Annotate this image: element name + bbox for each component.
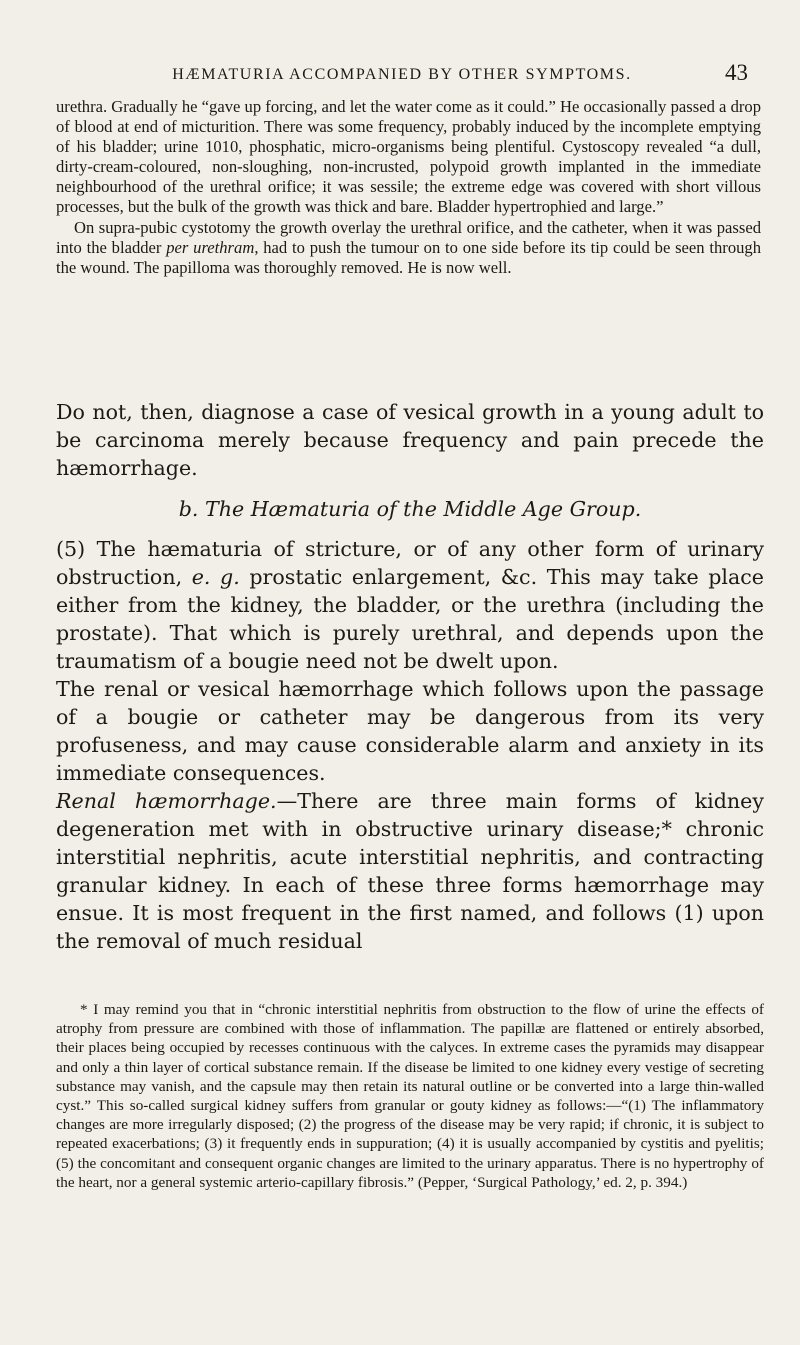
section-heading: b. The Hæmaturia of the Middle Age Group.: [178, 497, 642, 521]
paragraph-text: —There are three main forms of kidney degeneration met with in obstructive urinary disease;* chronic interstitial nephritis, acute interstitial nephritis, and contracting granular kidney. In each of these three forms hæmorrhage may ensue. It is most frequent in the first named, and follows (1) upon the removal of much residual: [56, 789, 764, 953]
running-head-title: HÆMATURIA ACCOMPANIED BY OTHER SYMPTOMS.: [172, 66, 632, 83]
main-paragraph-1: Do not, then, diagnose a case of vesical growth in a young adult to be carcinoma merely because frequency and pain precede the hæmorrhage.: [56, 400, 764, 480]
paragraph-text: (5) The hæmaturia of stricture, or of any other form of urinary obstruction,: [56, 537, 764, 589]
footnote: [56, 1000, 764, 1192]
paragraph-text: prostatic enlargement, &c. This may take place either from the kidney, the bladder, or the urethra (including the prostate). That which is purely urethral, and depends upon the traumatism of a bougie need not be dwelt upon.: [56, 565, 764, 673]
main-paragraph-2: [56, 535, 764, 675]
italic-term: e. g.: [191, 565, 240, 589]
paragraph-text: On supra-pubic cystotomy the growth overlay the urethral orifice, and the catheter, when it was passed into the bladder: [56, 217, 761, 257]
italic-term: per urethram: [166, 237, 255, 257]
italic-subheading: Renal hæmorrhage.: [56, 789, 277, 813]
running-head: [56, 60, 748, 96]
case-report-paragraph-1: urethra. Gradually he “gave up forcing, and let the water come as it could.” He occasionally passed a drop of blood at end of micturition. There was some frequency, probably induced by the incomplete emptying of his bladder; urine 1010, phosphatic, micro-organisms being plentiful. Cystoscopy revealed “a dull, dirty-cream-coloured, non-sloughing, non-incrusted, polypoid growth implanted in the immediate neighbourhood of the urethral orifice; it was sessile; the extreme edge was covered with short villous processes, but the bulk of the growth was thick and bare. Bladder hypertrophied and large.”: [56, 97, 761, 217]
footnote-text: * I may remind you that in “chronic interstitial nephritis from obstruction to the flow of urine the effects of atrophy from pressure are combined with those of inflammation. The papillæ are flattened or entirely absorbed, their places being occupied by recesses continuous with the calyces. In extreme cases the pyramids may disappear and only a thin layer of cortical substance remain. If the disease be limited to one kidney every vestige of secreting substance may vanish, and the capsule may then retain its natural outline or be converted into a large thin-walled cyst.” This so-called surgical kidney suffers from granular or gouty kidney as follows:—“(1) The inflammatory changes are more irregularly disposed; (2) the progress of the disease may be very rapid; if chronic, it is subject to repeated exacerbations; (3) it frequently ends in suppuration; (4) it is usually accompanied by cystitis and pyelitis; (5) the concomitant and consequent organic changes are limited to the urinary apparatus. There is no hypertrophy of the heart, nor a general systemic arterio-capillary fibrosis.” (Pepper, ‘Surgical Pathology,’ ed. 2, p. 394.): [56, 1001, 764, 1191]
main-paragraph-3: The renal or vesical hæmorrhage which follows upon the passage of a bougie or catheter may be dangerous from its very profuseness, and may cause considerable alarm and anxiety in its immediate consequences.: [56, 677, 764, 785]
main-paragraph-4: [56, 787, 764, 955]
page-number: 43: [725, 60, 748, 85]
main-text: [56, 398, 764, 955]
case-report-text: [56, 97, 761, 278]
case-report-paragraph-2: [56, 218, 761, 278]
paragraph-text: , had to push the tumour on to one side before its tip could be seen through the wound. The papilloma was thoroughly removed. He is now well.: [56, 237, 762, 277]
